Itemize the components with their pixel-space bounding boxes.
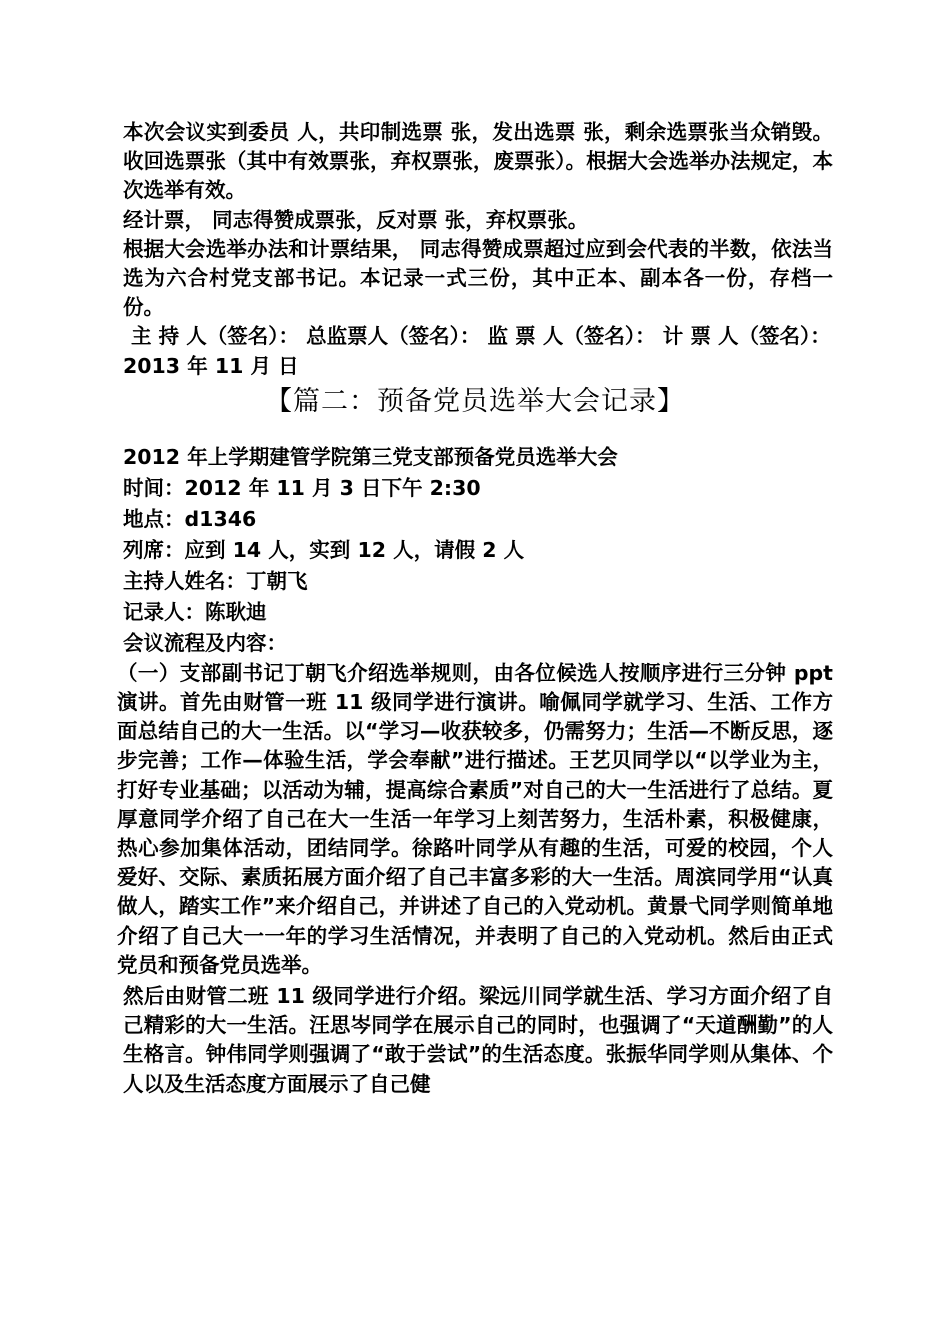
meeting-title: 2012 年上学期建管学院第三党支部预备党员选举大会 xyxy=(123,444,618,469)
election-result-paragraph: 本次会议实到委员 人，共印制选票 张，发出选票 张，剩余选票张当众销毁。收回选票张（其中有效票张，弃权票张，废票张）。根据大会选举办法规定，本次选举有效。 xyxy=(123,120,833,203)
election-conclusion-paragraph: 根据大会选举办法和计票结果， 同志得赞成票超过应到会代表的半数，依法当选为六合村党支部书记。本记录一式三份，其中正本、副本各一份，存档一份。 xyxy=(123,236,833,320)
meeting-time: 时间：2012 年 11 月 3 日下午 2:30 xyxy=(123,475,481,500)
meeting-recorder: 记录人：陈耿迪 xyxy=(123,599,267,624)
meeting-agenda-label: 会议流程及内容： xyxy=(123,630,287,655)
signature-line: 主 持 人（签名）： 总监票人（签名）： 监 票 人（签名）： 计 票 人（签名）： xyxy=(131,324,831,349)
record-date: 2013 年 11 月 日 xyxy=(123,353,299,378)
section-heading: 【篇二：预备党员选举大会记录】 xyxy=(265,385,685,417)
document-page xyxy=(117,118,841,1099)
agenda-body-paragraph-1: （一）支部副书记丁朝飞介绍选举规则，由各位候选人按顺序进行三分钟 ppt 演讲。首先由财管一班 11 级同学进行演讲。喻佩同学就学习、生活、工作方面总结自己的大一生活。以“学习—收获较多，仍需努力；生活—不断反思，逐步完善；工作—体验生活，学会奉献”进行描述。王艺贝同学以“以学业为主，打好专业基础；以活动为辅，提高综合素质”对自己的大一生活进行了总结。夏厚意同学介绍了自己在大一生活一年学习上刻苦努力，生活朴素，积极健康，热心参加集体活动，团结同学。徐路叶同学从有趣的生活，可爱的校园，个人爱好、交际、素质拓展方面介绍了自己丰富多彩的大一生活。周滨同学用“认真做人，踏实工作”来介绍自己，并讲述了自己的入党动机。黄景弋同学则简单地介绍了自己大一一年的学习生活情况，并表明了自己的入党动机。然后由正式党员和预备党员选举。 xyxy=(117,660,841,977)
meeting-host: 主持人姓名：丁朝飞 xyxy=(123,568,308,593)
meeting-place: 地点：d1346 xyxy=(123,506,257,531)
agenda-body-paragraph-2: 然后由财管二班 11 级同学进行介绍。梁远川同学就生活、学习方面介绍了自己精彩的大一生活。汪思岑同学在展示自己的同时，也强调了“天道酬勤”的人生格言。钟伟同学则强调了“敢于尝试”的生活态度。张振华同学则从集体、个人以及生活态度方面展示了自己健 xyxy=(123,984,833,1096)
vote-count-paragraph: 经计票， 同志得赞成票张，反对票 张，弃权票张。 xyxy=(123,207,589,232)
meeting-attendance: 列席：应到 14 人，实到 12 人，请假 2 人 xyxy=(123,537,525,562)
